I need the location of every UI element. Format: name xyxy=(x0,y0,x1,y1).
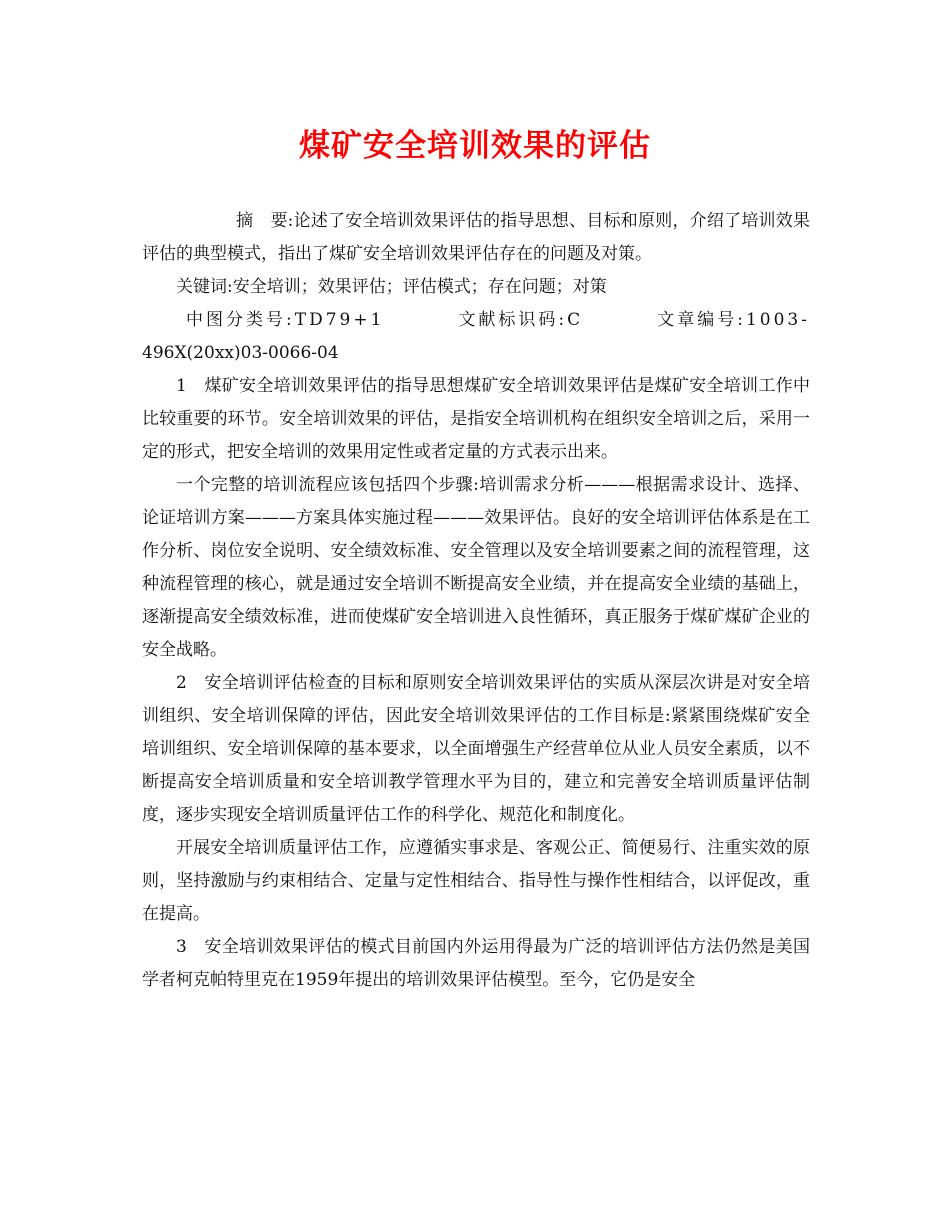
article-number-continued: 496X(20xx)03-0066-04 xyxy=(142,343,339,363)
document-code: 文献标识码:C xyxy=(458,310,584,330)
classification-line xyxy=(142,304,810,337)
document-title: 煤矿安全培训效果的评估 xyxy=(299,128,651,164)
paragraph-section-1: 1 煤矿安全培训效果评估的指导思想煤矿安全培训效果评估是煤矿安全培训工作中比较重要的环节。安全培训效果的评估，是指安全培训机构在组织安全培训之后，采用一定的形式，把安全培训的效果用定性或者定量的方式表示出来。 xyxy=(142,376,810,462)
document-body xyxy=(142,205,810,997)
clc-number: 中图分类号:TD79+1 xyxy=(186,310,385,330)
paragraph-section-3: 3 安全培训效果评估的模式目前国内外运用得最为广泛的培训评估方法仍然是美国学者柯克帕特里克在1959年提出的培训效果评估模型。至今，它仍是安全 xyxy=(142,937,810,990)
keywords-line: 关键词:安全培训；效果评估；评估模式；存在问题；对策 xyxy=(176,277,607,297)
abstract-paragraph: 摘 要:论述了安全培训效果评估的指导思想、目标和原则，介绍了培训效果评估的典型模式，指出了煤矿安全培训效果评估存在的问题及对策。 xyxy=(142,211,810,264)
article-number: 文章编号:1003- xyxy=(657,310,810,330)
paragraph-training-process: 一个完整的培训流程应该包括四个步骤:培训需求分析———根据需求设计、选择、论证培训方案———方案具体实施过程———效果评估。良好的安全培训评估体系是在工作分析、岗位安全说明、安全绩效标准、安全管理以及安全培训要素之间的流程管理，这种流程管理的核心，就是通过安全培训不断提高安全业绩，并在提高安全业绩的基础上，逐渐提高安全绩效标准，进而使煤矿安全培训进入良性循环，真正服务于煤矿煤矿企业的安全战略。 xyxy=(142,475,810,660)
paragraph-principles: 开展安全培训质量评估工作，应遵循实事求是、客观公正、简便易行、注重实效的原则，坚持激励与约束相结合、定量与定性相结合、指导性与操作性相结合，以评促改，重在提高。 xyxy=(142,838,810,924)
paragraph-section-2: 2 安全培训评估检查的目标和原则安全培训效果评估的实质从深层次讲是对安全培训组织、安全培训保障的评估，因此安全培训效果评估的工作目标是:紧紧围绕煤矿安全培训组织、安全培训保障的基本要求，以全面增强生产经营单位从业人员安全素质，以不断提高安全培训质量和安全培训教学管理水平为目的，建立和完善安全培训质量评估制度，逐步实现安全培训质量评估工作的科学化、规范化和制度化。 xyxy=(142,673,810,825)
